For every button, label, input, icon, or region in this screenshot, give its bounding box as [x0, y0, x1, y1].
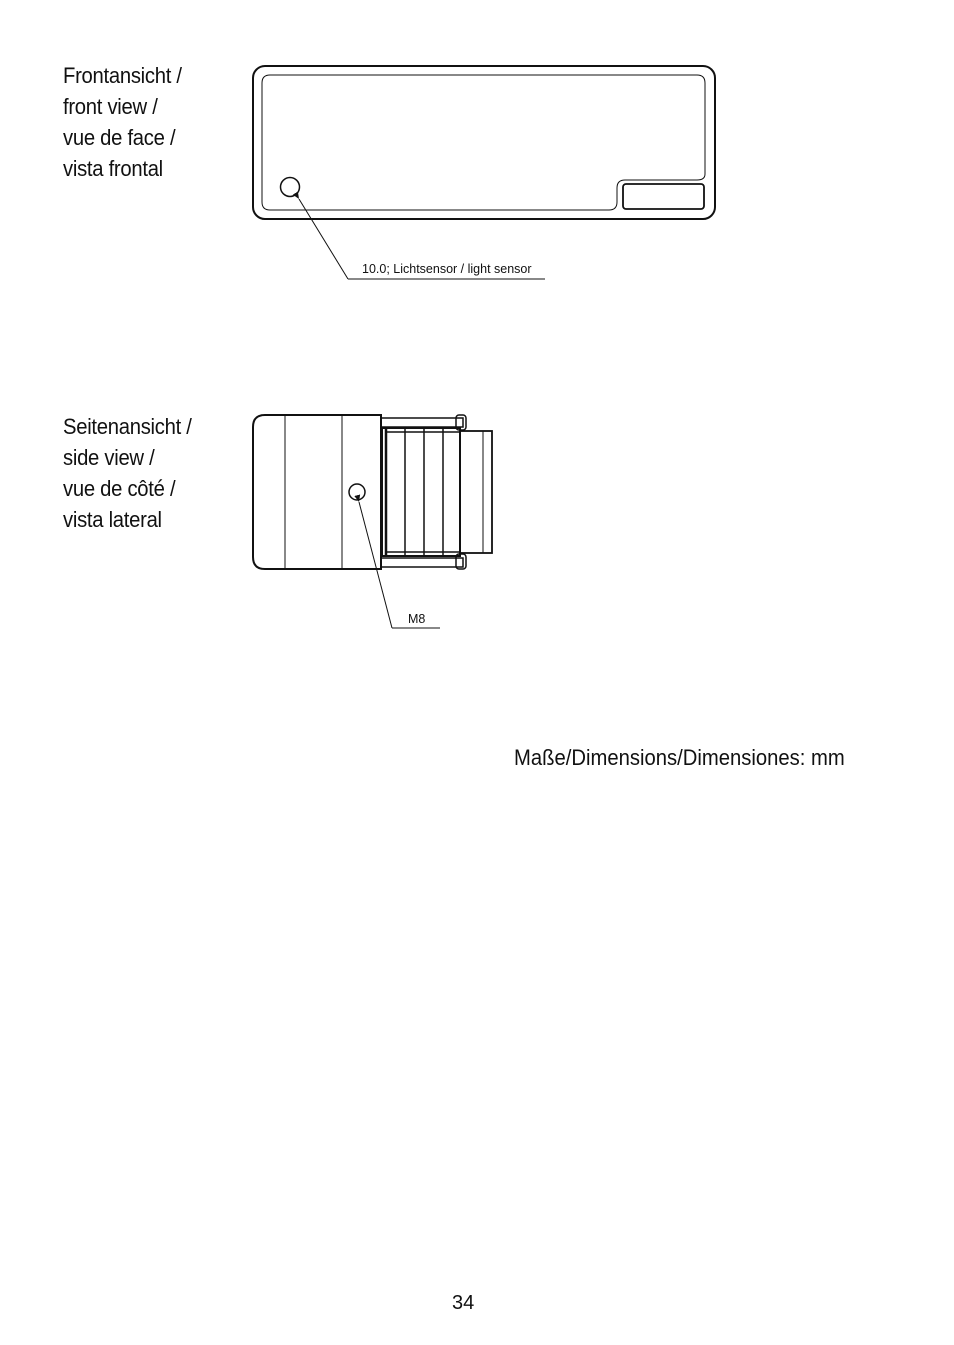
dimensions-note: Maße/Dimensions/Dimensiones: mm — [514, 745, 845, 770]
side-view-label-line: side view / — [63, 445, 155, 470]
light-sensor-callout: 10.0; Lichtsensor / light sensor — [362, 262, 532, 276]
side-view-label-line: vista lateral — [63, 507, 162, 532]
side-connector-block — [382, 428, 460, 556]
front-view-drawing — [253, 66, 715, 279]
side-view-drawing — [253, 415, 492, 628]
front-view-label-line: vista frontal — [63, 156, 163, 181]
front-display-window — [262, 75, 705, 210]
light-sensor-leader-line — [299, 199, 348, 279]
side-housing-body — [253, 415, 381, 569]
side-view-label-line: Seitenansicht / — [63, 414, 192, 439]
front-view-label-line: vue de face / — [63, 125, 176, 150]
side-bracket-top-rail — [381, 418, 463, 427]
side-view-label-line: vue de côté / — [63, 476, 176, 501]
page-number: 34 — [452, 1292, 475, 1314]
m8-screw-circle — [349, 484, 365, 500]
front-view-label-line: front view / — [63, 94, 158, 119]
side-connector-plug — [460, 431, 492, 553]
front-button — [623, 184, 704, 209]
front-housing-outer — [253, 66, 715, 219]
front-view-label-line: Frontansicht / — [63, 63, 182, 88]
m8-callout: M8 — [408, 612, 426, 626]
light-sensor-circle — [281, 178, 300, 197]
side-bracket-bottom-rail — [381, 558, 463, 567]
